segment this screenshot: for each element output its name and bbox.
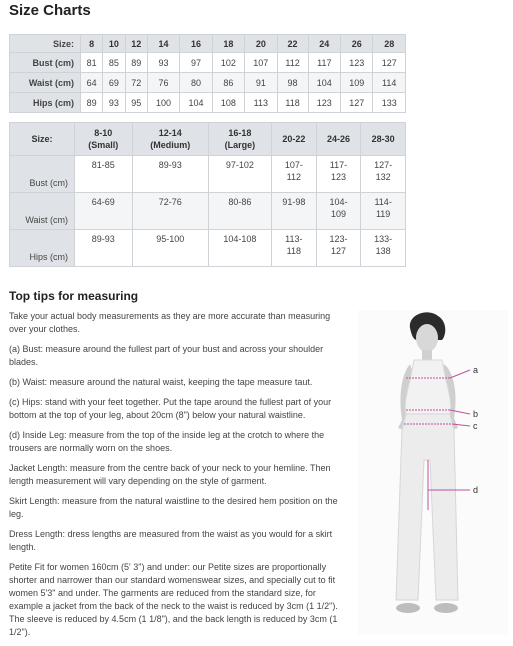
row-label: Hips (cm): [10, 93, 81, 113]
table-cell: 80: [180, 73, 212, 93]
size-col: 26: [341, 35, 373, 53]
table-cell: 104: [180, 93, 212, 113]
tip-paragraph: Dress Length: dress lengths are measured from the waist as you would for a skirt length.: [9, 529, 333, 552]
tip-paragraph: (b) Waist: measure around the natural waist, keeping the tape measure taut.: [9, 377, 313, 387]
table-cell: 118: [277, 93, 308, 113]
size-range: 12-14: [158, 128, 182, 138]
label-b: b: [473, 409, 479, 419]
table-cell: 100: [147, 93, 179, 113]
table-row: [10, 53, 406, 73]
label-a: a: [473, 365, 479, 375]
table-cell: 64-69: [75, 193, 133, 230]
table-cell: 93: [147, 53, 179, 73]
size-range: 24-26: [326, 134, 350, 144]
size-header-label: Size:: [10, 123, 75, 156]
table-cell: 89: [125, 53, 147, 73]
table-cell: 104: [308, 73, 340, 93]
size-range-name: (Small): [88, 140, 119, 150]
measurement-figure: [358, 310, 508, 635]
tip-paragraph: Take your actual body measurements as they are more accurate than measuring over your clothes.: [9, 311, 331, 334]
model-illustration: [358, 310, 508, 635]
size-range-name: (Large): [224, 140, 256, 150]
table-cell: 69: [103, 73, 125, 93]
table-cell: 108: [212, 93, 244, 113]
table-cell: 114- 119: [361, 193, 406, 230]
table-cell: 123: [308, 93, 340, 113]
size-range: 28-30: [371, 134, 395, 144]
table-cell: 109: [341, 73, 373, 93]
size-col: [272, 123, 317, 156]
trousers-shape: [396, 414, 458, 600]
size-col: 22: [277, 35, 308, 53]
size-col: [361, 123, 406, 156]
table-cell: 133- 138: [361, 230, 406, 267]
size-col: 14: [147, 35, 179, 53]
size-col: 8: [81, 35, 103, 53]
size-range: 16-18: [228, 128, 252, 138]
row-label: Bust (cm): [10, 53, 81, 73]
tip-paragraph: (c) Hips: stand with your feet together. Put the tape around the fullest part of your bottom at the top of your leg, about 20cm (8") below your natural waistline.: [9, 397, 332, 420]
table-row: [10, 230, 406, 267]
table-row: [10, 93, 406, 113]
label-c: c: [473, 421, 478, 431]
table-cell: 97: [180, 53, 212, 73]
table-cell: 104- 109: [316, 193, 361, 230]
table-cell: 85: [103, 53, 125, 73]
table-cell: 89-93: [75, 230, 133, 267]
table-row: [10, 156, 406, 193]
right-foot-shape: [434, 603, 458, 613]
table-cell: 127- 132: [361, 156, 406, 193]
table-cell: 127: [373, 53, 406, 73]
table-cell: 107: [245, 53, 277, 73]
table-cell: 93: [103, 93, 125, 113]
row-label: Hips (cm): [10, 230, 75, 267]
table-cell: 64: [81, 73, 103, 93]
tip-paragraph: Petite Fit for women 160cm (5' 3") and under: our Petite sizes are proportionally shorter and narrower than our standard womenswear sizes, and specially cut to fit women 5'3" and under. The garments are reduced from the standard size, for example a jacket from the back of the neck to the waist is reduced by 3cm (1 1/2"). The sleeve is reduced by 4.5cm (1 1/8"), and the back length is reduced by 3cm (1 1/2").: [9, 562, 338, 637]
size-header-row: [10, 35, 406, 53]
tips-text: [9, 310, 349, 646]
table-cell: 72: [125, 73, 147, 93]
table-cell: 95: [125, 93, 147, 113]
size-range: 8-10: [94, 128, 113, 138]
table-cell: 91: [245, 73, 277, 93]
table-cell: 91-98: [272, 193, 317, 230]
table-cell: 123: [341, 53, 373, 73]
row-label: Bust (cm): [10, 156, 75, 193]
table-cell: 104-108: [208, 230, 271, 267]
table-row: [10, 73, 406, 93]
table-cell: 72-76: [132, 193, 208, 230]
table-cell: 117- 123: [316, 156, 361, 193]
tip-paragraph: Skirt Length: measure from the natural waistline to the desired hem position on the leg.: [9, 496, 338, 519]
table-cell: 86: [212, 73, 244, 93]
table-cell: 81: [81, 53, 103, 73]
size-col: 20: [245, 35, 277, 53]
table-row: [10, 193, 406, 230]
page-title: Size Charts: [9, 2, 91, 19]
size-col: 24: [308, 35, 340, 53]
size-col: [316, 123, 361, 156]
table-cell: 89: [81, 93, 103, 113]
size-header-row: [10, 123, 406, 156]
table-cell: 113: [245, 93, 277, 113]
size-col: 28: [373, 35, 406, 53]
top-garment-shape: [405, 360, 451, 414]
size-col: 18: [212, 35, 244, 53]
table-cell: 76: [147, 73, 179, 93]
size-header-label: Size:: [10, 35, 81, 53]
table-cell: 114: [373, 73, 406, 93]
table-cell: 97-102: [208, 156, 271, 193]
table-cell: 127: [341, 93, 373, 113]
table-cell: 80-86: [208, 193, 271, 230]
table-cell: 117: [308, 53, 340, 73]
tips-heading: Top tips for measuring: [9, 289, 139, 303]
size-col: 12: [125, 35, 147, 53]
size-range: 20-22: [282, 134, 306, 144]
size-col: [75, 123, 133, 156]
tip-paragraph: Jacket Length: measure from the centre back of your neck to your hemline. Then length measurement will vary depending on the style of garment.: [9, 463, 331, 486]
table-cell: 133: [373, 93, 406, 113]
tip-paragraph: (a) Bust: measure around the fullest part of your bust and across your shoulder blades.: [9, 344, 324, 367]
tip-paragraph: (d) Inside Leg: measure from the top of the inside leg at the crotch to where the trousers are normally worn on the shoes.: [9, 430, 325, 453]
table-cell: 98: [277, 73, 308, 93]
table-cell: 81-85: [75, 156, 133, 193]
table-cell: 123- 127: [316, 230, 361, 267]
size-chart-table: [9, 34, 406, 113]
size-col: [132, 123, 208, 156]
row-label: Waist (cm): [10, 73, 81, 93]
size-range-name: (Medium): [150, 140, 191, 150]
size-col: 16: [180, 35, 212, 53]
label-d: d: [473, 485, 479, 495]
left-foot-shape: [396, 603, 420, 613]
row-label: Waist (cm): [10, 193, 75, 230]
table-cell: 112: [277, 53, 308, 73]
table-cell: 102: [212, 53, 244, 73]
table-cell: 113- 118: [272, 230, 317, 267]
size-col: 10: [103, 35, 125, 53]
size-range-table: [9, 122, 406, 267]
size-col: [208, 123, 271, 156]
table-cell: 95-100: [132, 230, 208, 267]
neck-shape: [422, 350, 432, 360]
table-cell: 107- 112: [272, 156, 317, 193]
table-cell: 89-93: [132, 156, 208, 193]
head-shape: [416, 324, 438, 352]
